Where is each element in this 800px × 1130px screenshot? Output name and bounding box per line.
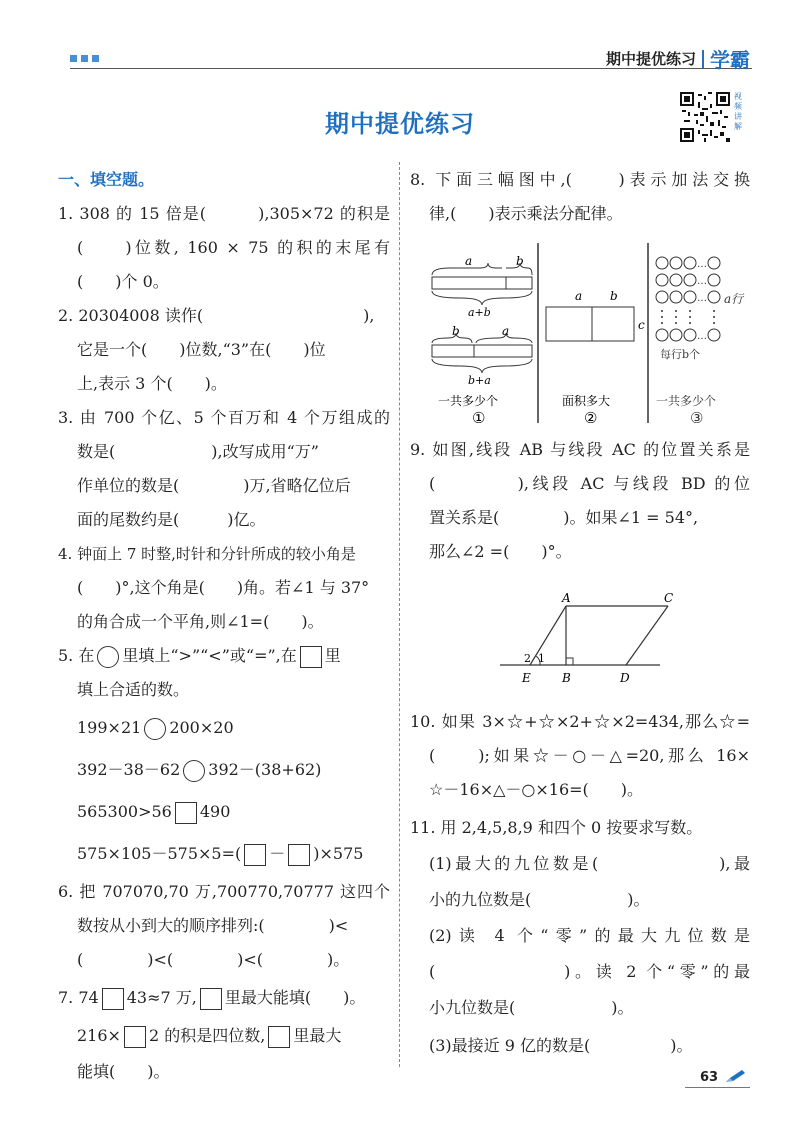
fig1-number: ① — [472, 409, 486, 423]
q11-line4: (2)读 4 个“零”的最大九位数是 — [429, 926, 750, 945]
q7-text-b: 43≈7 万, — [126, 988, 197, 1007]
q7-text-f: 里最大 — [293, 1026, 342, 1045]
expr3-right: 490 — [199, 802, 231, 821]
fig1-sum1: a+b — [468, 306, 491, 319]
circle-blank[interactable] — [144, 718, 166, 740]
box-blank[interactable] — [102, 988, 124, 1010]
fig3-dots: … — [697, 276, 707, 287]
box-blank[interactable] — [300, 646, 322, 668]
point-a: A — [562, 591, 571, 605]
q7-line2 — [58, 1021, 390, 1051]
q4-line1: 4. 钟面上 7 时整,时针和分针所成的较小角是 — [58, 545, 356, 563]
fig2-number: ② — [584, 409, 598, 423]
box-blank[interactable] — [175, 802, 197, 824]
q5-line2: 填上合适的数。 — [77, 680, 190, 699]
point-b: B — [562, 671, 571, 685]
q11-line3: 小的九位数是( )。 — [429, 890, 650, 909]
q8-line2: 律,( )表示乘法分配律。 — [429, 204, 623, 223]
column-divider — [399, 162, 400, 1067]
q4-line3: 的角合成一个平角,则∠1=( )。 — [77, 612, 324, 631]
fig1-label-b2: b — [452, 324, 460, 338]
q5-line1 — [58, 641, 390, 671]
qr-caption: 视频讲解 — [734, 92, 742, 131]
q1-line1: 1. 308 的 15 倍是( ),305×72 的积是 — [58, 204, 390, 223]
fig1-label-a: a — [465, 254, 473, 268]
q2-line3: 上,表示 3 个( )。 — [77, 374, 227, 393]
fig2-label-a: a — [575, 289, 583, 303]
q5-expr2 — [58, 755, 390, 785]
q11-line5: ( )。读 2 个“零”的最 — [429, 962, 750, 981]
fig1-sum2: b+a — [468, 374, 491, 387]
q7-text-e: 2 的积是四位数, — [148, 1026, 266, 1045]
point-d: D — [620, 671, 630, 685]
q10-line3: ☆－16×△－○×16=( )。 — [429, 780, 644, 799]
fig2-label-b: b — [610, 289, 618, 303]
expr4-c: )×575 — [313, 844, 364, 863]
angle-2: 2 — [524, 652, 531, 665]
point-e: E — [522, 671, 531, 685]
q1-line3: ( )个 0。 — [77, 272, 169, 291]
header-decoration — [70, 55, 99, 62]
fig2-caption: 面积多大 — [562, 394, 611, 408]
page-title: 期中提优练习 — [325, 110, 475, 138]
q7-text-a: 7. 74 — [58, 988, 99, 1007]
fig3-dots: … — [697, 293, 707, 304]
fig3-caption: 一共多少个 — [656, 394, 717, 408]
q11-line2: (1)最大的九位数是( ),最 — [429, 854, 750, 873]
q5-text-b: 里填上“>”“<”或“=”,在 — [122, 646, 297, 665]
box-blank[interactable] — [288, 844, 310, 866]
q11-line7: (3)最接近 9 亿的数是( )。 — [429, 1036, 693, 1055]
expr2-right: 392－(38+62) — [208, 760, 322, 779]
q10-line2: ( );如果☆－○－△=20,那么 16× — [429, 746, 750, 765]
qr-code-icon[interactable] — [680, 92, 730, 142]
q5-text-a: 5. 在 — [58, 646, 95, 665]
fig3-number: ③ — [690, 409, 704, 423]
q1-line2: ( )位数, 160 × 75 的积的末尾有 — [77, 238, 390, 257]
q6-line3: ( )<( )<( )。 — [77, 950, 350, 969]
q8-figures — [420, 243, 750, 423]
q2-line2: 它是一个( )位数,“3”在( )位 — [77, 340, 326, 359]
q3-line1: 3. 由 700 个亿、5 个百万和 4 个万组成的 — [58, 408, 390, 427]
q5-expr3 — [58, 797, 390, 827]
fig3-each-label: 每行b个 — [660, 348, 701, 361]
expr1-right: 200×20 — [169, 718, 234, 737]
q11-line6: 小九位数是( )。 — [429, 998, 634, 1017]
q9-line3: 置关系是( )。如果∠1 = 54°, — [429, 508, 699, 527]
q5-expr1 — [58, 713, 390, 743]
q2-line1: 2. 20304008 读作( ), — [58, 306, 375, 325]
angle-1: 1 — [538, 652, 545, 665]
q3-line2: 数是( ),改写成用“万” — [77, 442, 319, 461]
box-blank[interactable] — [200, 988, 222, 1010]
q9-line2: ( ),线段 AC 与线段 BD 的位 — [429, 474, 750, 493]
q6-line1: 6. 把 707070,70 万,700770,70777 这四个 — [58, 882, 390, 901]
fig1-label-a2: a — [502, 324, 510, 338]
fig3-row-label: a行 — [724, 292, 744, 306]
q6-line2: 数按从小到大的顺序排列:( )< — [77, 916, 349, 935]
expr2-left: 392－38－62 — [77, 760, 181, 779]
page-number-rule — [685, 1087, 750, 1088]
expr3-left: 565300>56 — [77, 802, 172, 821]
q7-line3: 能填( )。 — [77, 1062, 170, 1081]
pencil-icon — [724, 1068, 748, 1084]
q5-expr4 — [58, 839, 390, 869]
fig1-label-b: b — [516, 254, 524, 268]
section-heading: 一、填空题。 — [58, 170, 155, 189]
q7-line1 — [58, 983, 390, 1013]
q9-figure — [500, 590, 680, 690]
q5-text-c: 里 — [324, 646, 341, 665]
circle-blank[interactable] — [183, 760, 205, 782]
q10-line1: 10. 如果 3×☆+☆×2+☆×2=434,那么☆= — [410, 712, 750, 731]
box-blank[interactable] — [268, 1026, 290, 1048]
q4-line2: ( )°,这个角是( )角。若∠1 与 37° — [77, 578, 370, 597]
header-separator — [702, 50, 704, 68]
header — [606, 44, 750, 73]
fig1-caption: 一共多少个 — [438, 394, 499, 408]
expr1-left: 199×21 — [77, 718, 142, 737]
q9-line1: 9. 如图,线段 AB 与线段 AC 的位置关系是 — [410, 440, 750, 459]
page-number: 63 — [700, 1070, 719, 1085]
figure-2 — [546, 289, 645, 423]
q8-line1: 8. 下面三幅图中,( )表示加法交换 — [410, 170, 750, 189]
q7-text-d: 216× — [77, 1026, 121, 1045]
brand-logo: 学霸 — [710, 48, 750, 72]
expr4-a: 575×105－575×5=( — [77, 844, 242, 863]
expr4-b: － — [269, 844, 286, 863]
q3-line3: 作单位的数是( )万,省略亿位后 — [77, 476, 351, 495]
q11-line1: 11. 用 2,4,5,8,9 和四个 0 按要求写数。 — [410, 818, 703, 837]
box-blank[interactable] — [124, 1026, 146, 1048]
header-title: 期中提优练习 — [605, 50, 696, 68]
figure-3 — [656, 257, 745, 423]
fig3-dots: … — [697, 331, 707, 342]
circle-blank[interactable] — [97, 646, 119, 668]
q3-line4: 面的尾数约是( )亿。 — [77, 510, 266, 529]
figure-1 — [432, 254, 532, 423]
fig2-label-c: c — [638, 318, 645, 332]
fig3-dots: … — [697, 259, 707, 270]
q7-text-c: 里最大能填( )。 — [224, 988, 366, 1007]
box-blank[interactable] — [244, 844, 266, 866]
q9-line4: 那么∠2 =( )°。 — [429, 542, 572, 561]
point-c: C — [664, 591, 674, 605]
